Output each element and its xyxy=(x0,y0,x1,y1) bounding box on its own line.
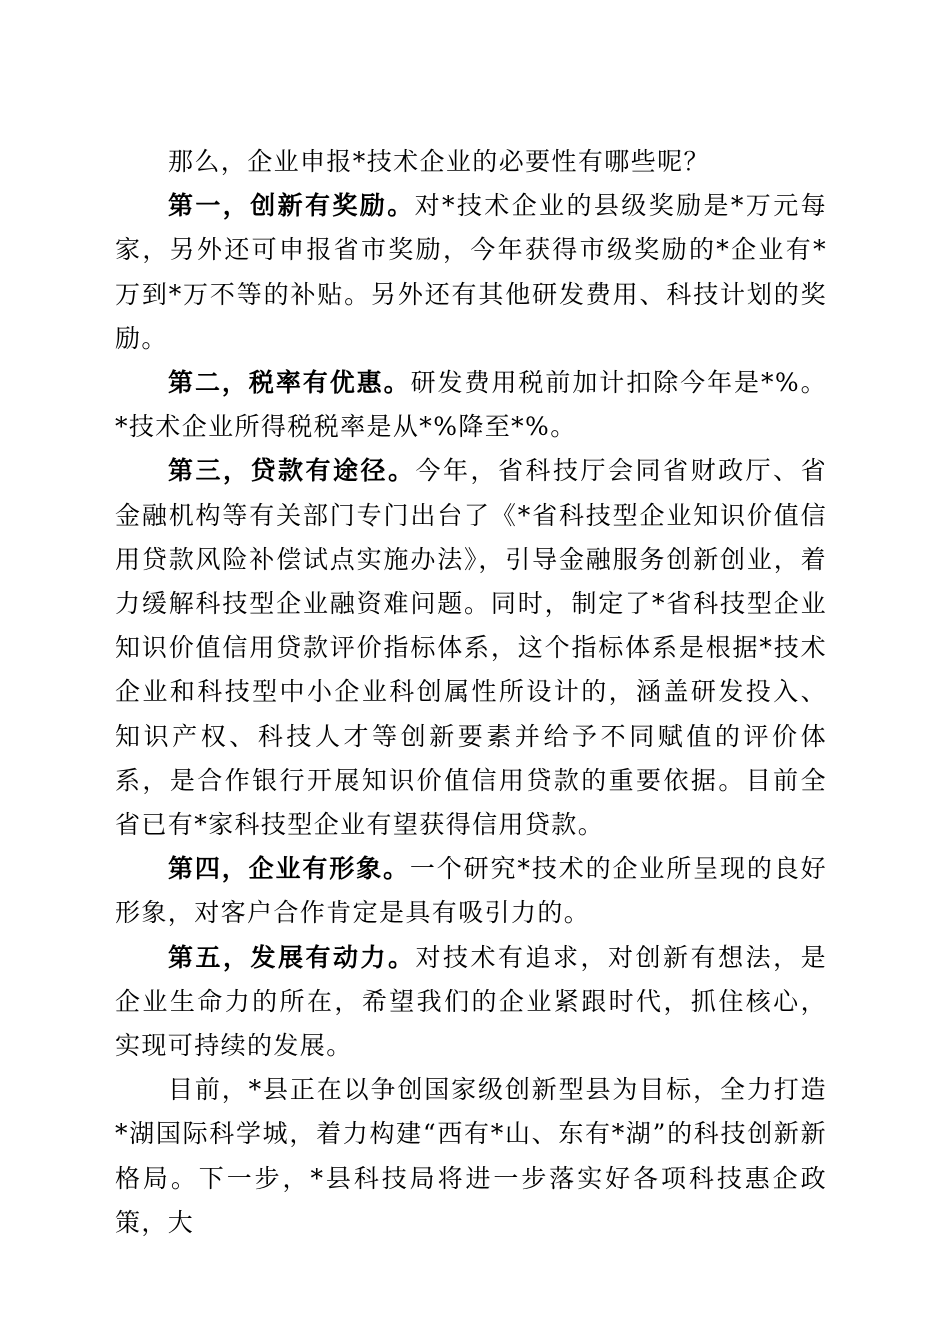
paragraph-text: 目前，*县正在以争创国家级创新型县为目标，全力打造*湖国际科学城，着力构建“西有*山、东有*湖”的科技创新新格局。下一步，*县科技局将进一步落实好各项科技惠企政策，大 xyxy=(115,1075,827,1237)
paragraph-intro xyxy=(115,140,827,184)
document-body xyxy=(115,140,827,1245)
paragraph-lead: 第一，创新有奖励。 xyxy=(168,191,415,221)
paragraph-text: 研发费用税前加计扣除今年是*%。*技术企业所得税税率是从*%降至*%。 xyxy=(115,368,828,442)
paragraph-lead: 第五，发展有动力。 xyxy=(168,942,416,972)
paragraph-lead: 第二，税率有优惠。 xyxy=(168,368,411,398)
paragraph-development-drive xyxy=(115,936,827,1069)
paragraph-text: 对*技术企业的县级奖励是*万元每家，另外还可申报省市奖励，今年获得市级奖励的*企业有*万到*万不等的补贴。另外还有其他研发费用、科技计划的奖励。 xyxy=(115,191,828,353)
paragraph-tax-preference xyxy=(115,361,827,449)
paragraph-lead: 第三，贷款有途径。 xyxy=(168,456,416,486)
paragraph-text: 那么，企业申报*技术企业的必要性有哪些呢？ xyxy=(168,147,710,176)
paragraph-text: 对技术有追求，对创新有想法，是企业生命力的所在，希望我们的企业紧跟时代，抓住核心，实现可持续的发展。 xyxy=(115,942,827,1061)
paragraph-loan-access xyxy=(115,449,827,847)
paragraph-lead: 第四，企业有形象。 xyxy=(168,854,410,884)
paragraph-text: 一个研究*技术的企业所呈现的良好形象，对客户合作肯定是具有吸引力的。 xyxy=(115,854,828,928)
paragraph-current-plan xyxy=(115,1068,827,1245)
paragraph-innovation-reward xyxy=(115,184,827,361)
paragraph-text: 今年，省科技厅会同省财政厅、省金融机构等有关部门专门出台了《*省科技型企业知识价值信用贷款风险补偿试点实施办法》，引导金融服务创新创业，着力缓解科技型企业融资难问题。同时，制定了*省科技型企业知识价值信用贷款评价指标体系，这个指标体系是根据*技术企业和科技型中小企业科创属性所设计的，涵盖研发投入、知识产权、科技人才等创新要素并给予不同赋值的评价体系，是合作银行开展知识价值信用贷款的重要依据。目前全省已有*家科技型企业有望获得信用贷款。 xyxy=(115,456,827,840)
paragraph-company-image xyxy=(115,847,827,935)
